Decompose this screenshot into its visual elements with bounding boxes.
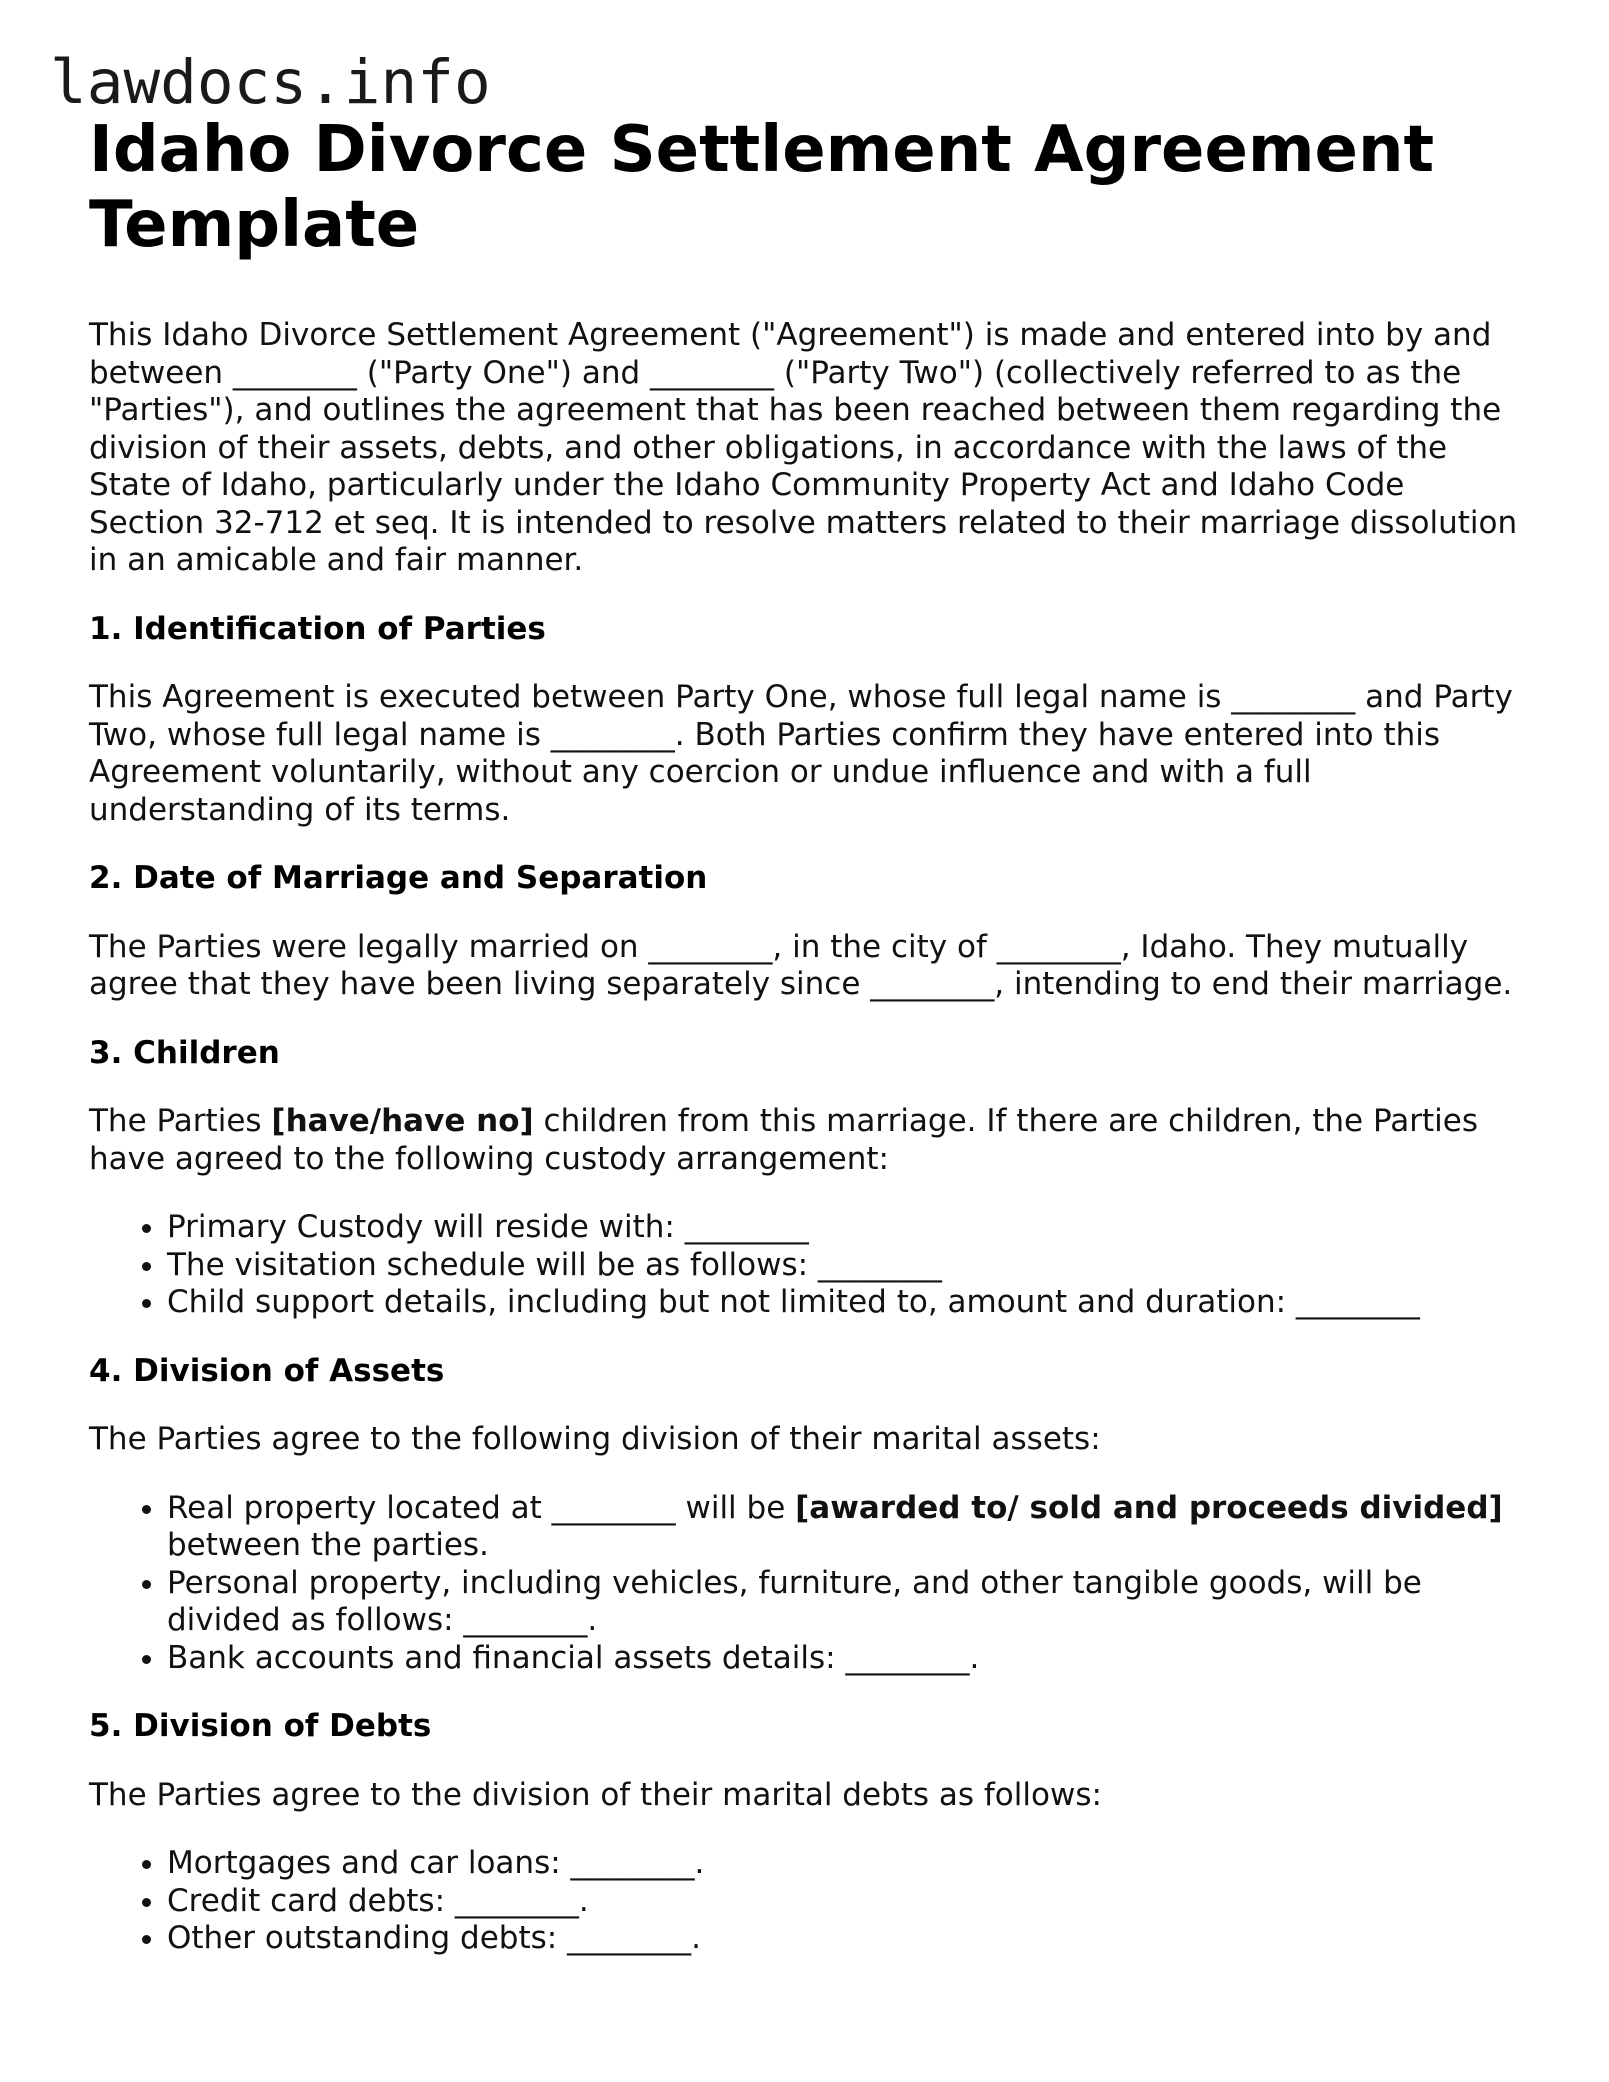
list-item: • Bank accounts and financial assets details: ________. xyxy=(167,1640,1529,1678)
section-identification xyxy=(89,611,1529,830)
section-assets xyxy=(89,1353,1529,1678)
section-heading: 5. Division of Debts xyxy=(89,1708,432,1744)
section-children xyxy=(89,1035,1529,1322)
bold-placeholder: [awarded to/ sold and proceeds divided] xyxy=(795,1489,1503,1526)
bullet-list xyxy=(89,1490,1529,1678)
bullet-list xyxy=(89,1209,1529,1322)
list-item: • Credit card debts: ________. xyxy=(167,1883,1529,1921)
section-heading: 1. Identification of Parties xyxy=(89,610,546,647)
section-heading: 4. Division of Assets xyxy=(89,1352,445,1389)
list-item: • Other outstanding debts: ________. xyxy=(167,1920,1529,1958)
section-heading: 3. Children xyxy=(89,1034,280,1071)
bullet-list xyxy=(89,1845,1529,1958)
document-title: Idaho Divorce Settlement Agreement Template xyxy=(89,113,1435,262)
list-item: • Mortgages and car loans: ________. xyxy=(167,1845,1529,1883)
list-item: • Child support details, including but not limited to, amount and duration: ________ xyxy=(167,1284,1529,1322)
text-run: Real property located at ________ will be xyxy=(167,1489,796,1526)
bold-placeholder: [have/have no] xyxy=(271,1103,534,1139)
section-paragraph xyxy=(89,1103,1529,1178)
section-paragraph: This Agreement is executed between Party One, whose full legal name is ________ and Party Two, whose full legal name is ________. Both Parties confirm they have entered into this Agreement voluntarily, without any coercion or undue influence and with a full understanding of its terms. xyxy=(89,679,1513,828)
list-item: • Personal property, including vehicles, furniture, and other tangible goods, will be divided as follows: ________. xyxy=(167,1565,1529,1640)
text-run: between the parties. xyxy=(167,1527,489,1563)
section-paragraph: The Parties were legally married on ________, in the city of ________, Idaho. They mutually agree that they have been living separately since ________, intending to end their marriage. xyxy=(89,928,1513,1002)
section-heading: 2. Date of Marriage and Separation xyxy=(89,860,708,896)
watermark-logo: lawdocs.info xyxy=(50,47,491,118)
section-paragraph: The Parties agree to the division of their marital debts as follows: xyxy=(89,1776,1102,1813)
list-item xyxy=(167,1490,1529,1565)
section-paragraph: The Parties agree to the following division of their marital assets: xyxy=(89,1421,1101,1457)
list-item: • Primary Custody will reside with: ________ xyxy=(167,1209,1529,1247)
text-run: The Parties xyxy=(89,1103,272,1139)
section-debts xyxy=(89,1708,1529,1958)
text-run: children from this marriage. If there are children, the Parties have agreed to the following custody arrangement: xyxy=(89,1103,1478,1177)
list-item: • The visitation schedule will be as follows: ________ xyxy=(167,1247,1529,1285)
section-marriage-dates xyxy=(89,860,1529,1004)
intro-paragraph: This Idaho Divorce Settlement Agreement ("Agreement") is made and entered into by and between ________ ("Party One") and ________ ("Party Two") (collectively referred to as the "Parties"), and outlines the agreement that has been reached between them regarding the division of their assets, debts, and other obligations, in accordance with the laws of the State of Idaho, particularly under the Idaho Community Property Act and Idaho Code Section 32-712 et seq. It is intended to resolve matters related to their marriage dissolution in an amicable and fair manner. xyxy=(89,317,1518,578)
document-body xyxy=(89,113,1529,1958)
